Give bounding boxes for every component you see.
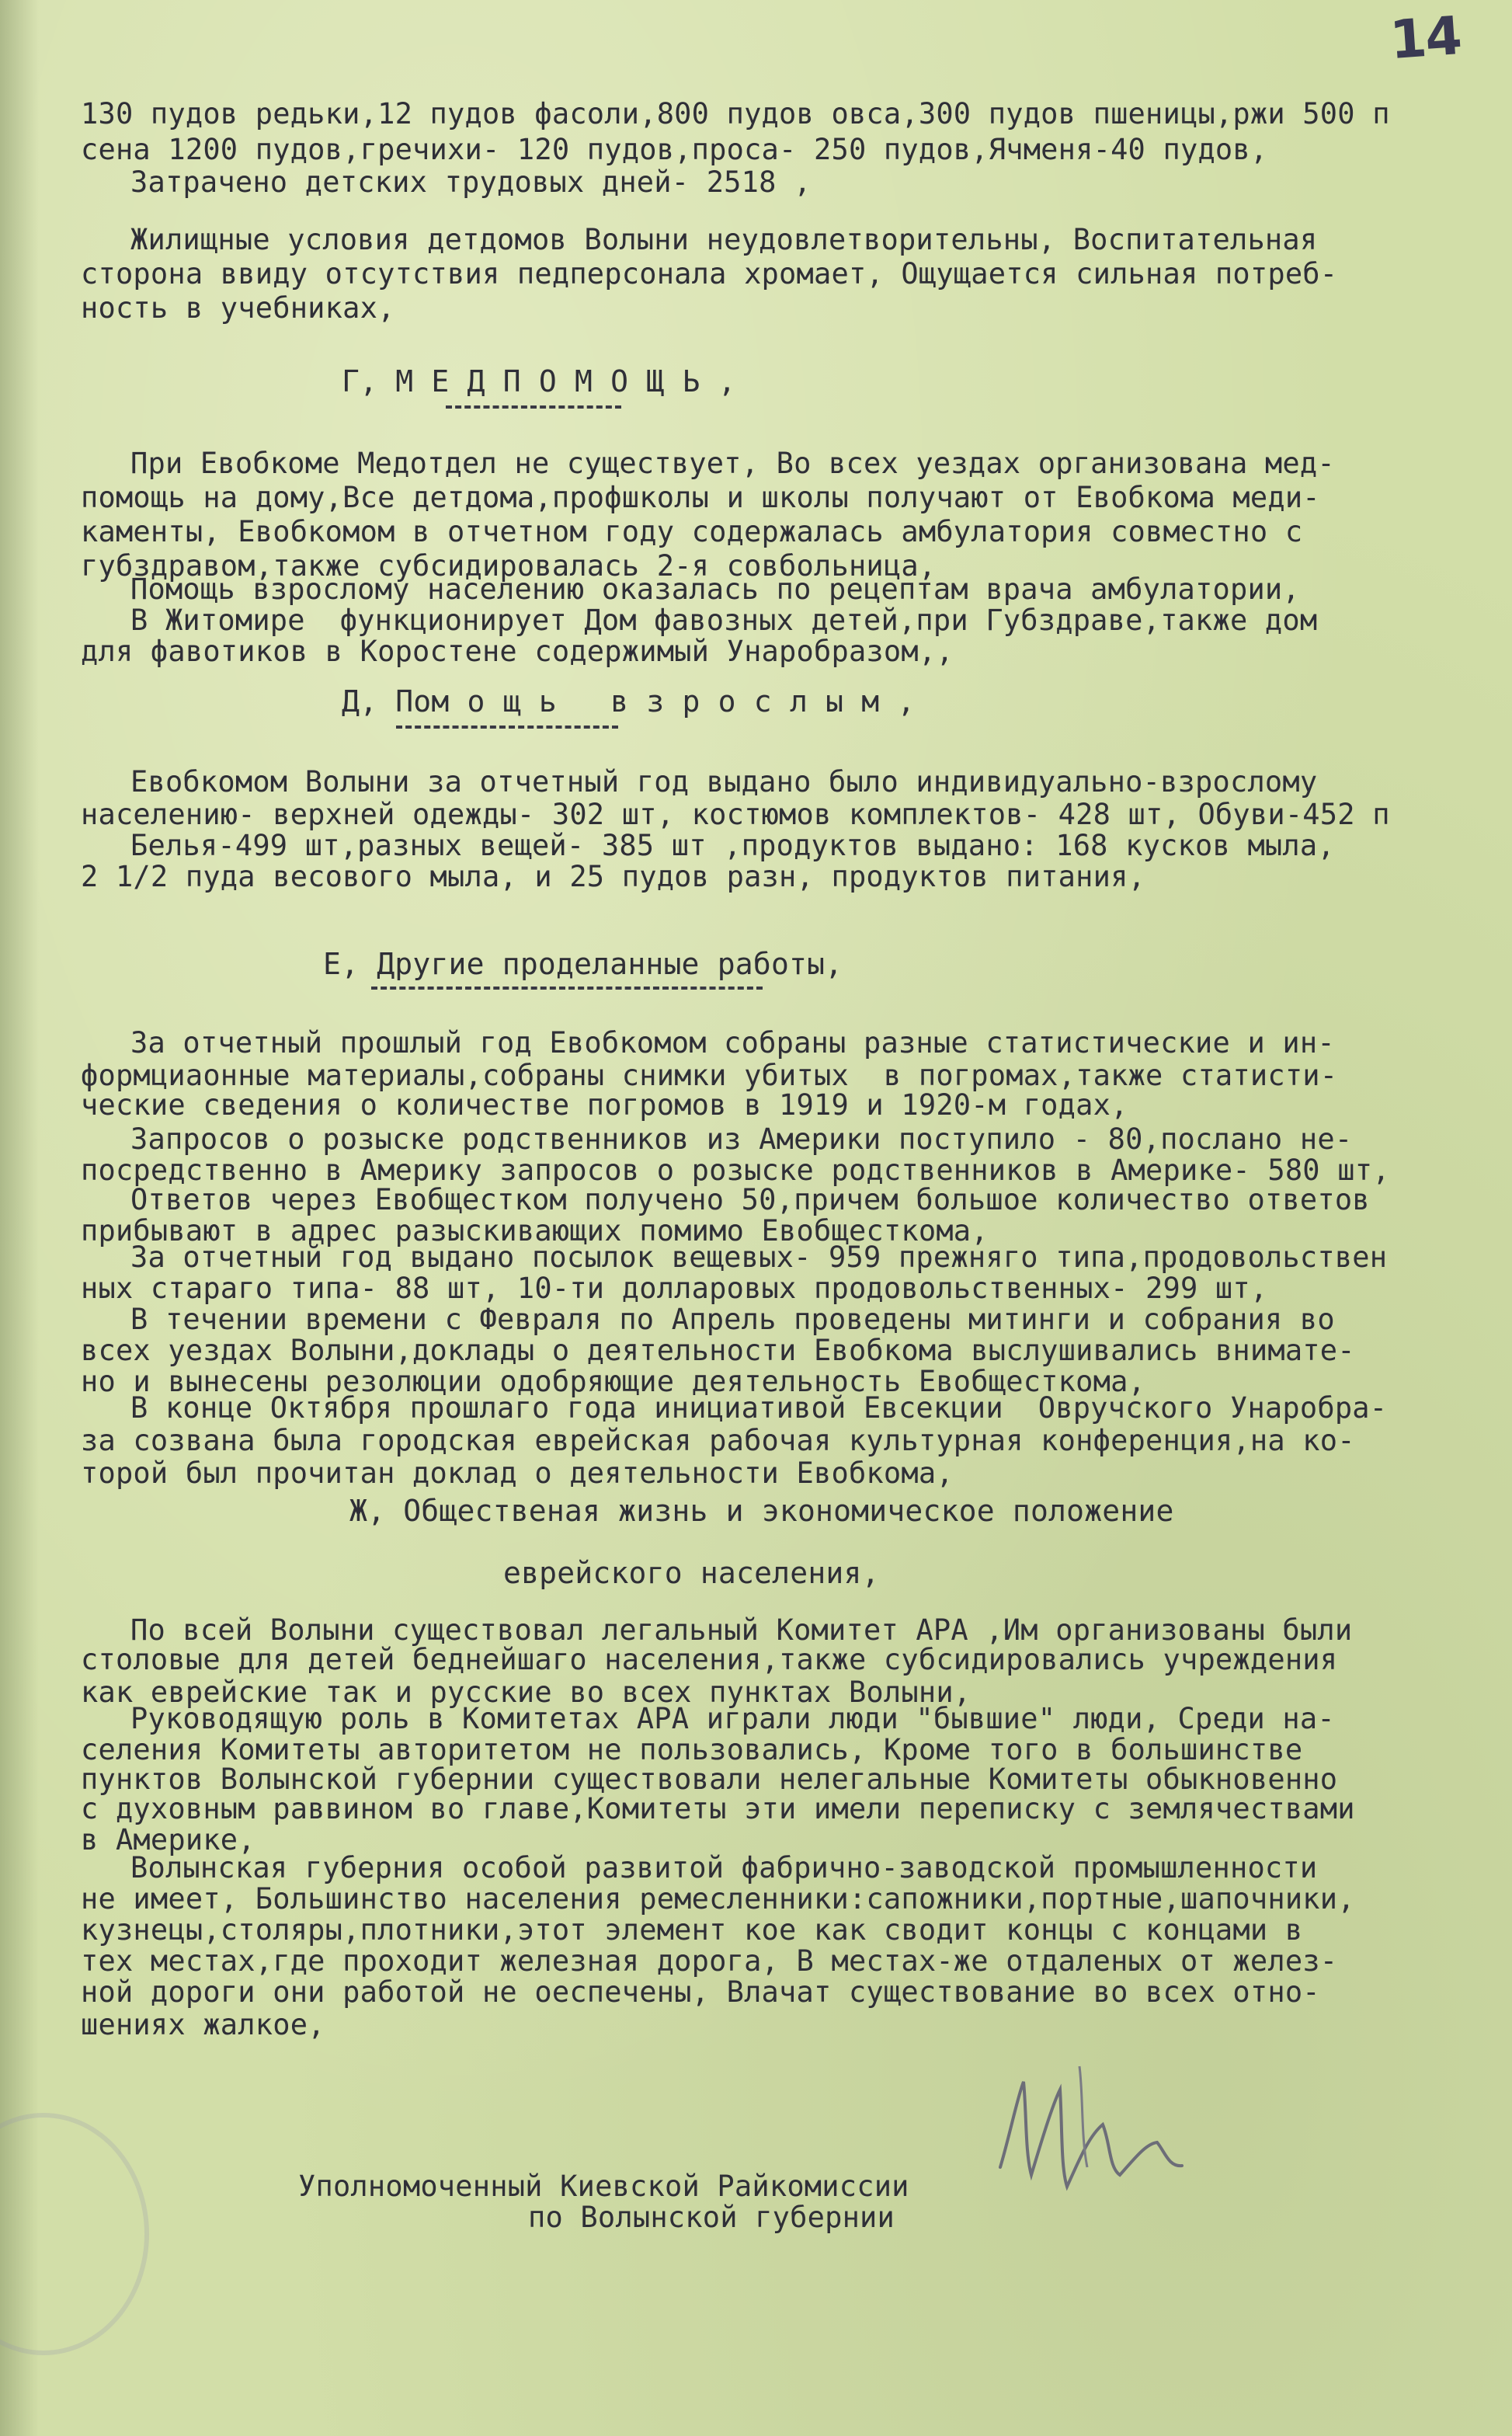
faded-stamp [0,2113,149,2355]
text-line: Ответов через Евобщестком получено 50,причем большое количество ответов [130,1183,1370,1216]
text-line: ческие сведения о количестве погромов в 1919 и 1920-м годах, [81,1088,1128,1122]
text-line: с духовным раввином во главе,Комитеты эти имели переписку с землячествами [81,1792,1355,1825]
text-line: сторона ввиду отсутствия педперсонала хромает, Ощущается сильная потреб- [81,257,1338,291]
text-line: Белья-499 шт,разных вещей- 385 шт ,продуктов выдано: 168 кусков мыла, [130,829,1335,862]
text-line: ных стараго типа- 88 шт, 10-ти долларовых продовольственных- 299 шт, [81,1272,1268,1305]
text-line: ность в учебниках, [81,291,395,325]
section-heading: Е, Другие проделанные работы, [323,947,843,981]
text-line: не имеет, Большинство населения ремесленники:сапожники,портные,шапочники, [81,1882,1355,1916]
heading-underline [371,987,763,990]
text-line: формциаонные материалы,собраны снимки убитых в погромах,также статисти- [81,1059,1338,1092]
text-line: сена 1200 пудов,гречихи- 120 пудов,проса- 250 пудов,Ячменя-40 пудов, [81,133,1268,166]
text-line: тех местах,где проходит железная дорога, В местах-же отдаленых от желез- [81,1944,1338,1978]
text-line: При Евобкоме Медотдел не существует, Во всех уездах организована мед- [130,447,1335,480]
text-line: губздравом,также субсидировалась 2-я совбольница, [81,549,937,583]
text-line: по Волынской губернии [528,2201,895,2234]
text-line: В Житомире функционирует Дом фавозных детей,при Губздраве,также дом [130,604,1318,637]
text-line: Затрачено детских трудовых дней- 2518 , [130,165,812,199]
text-line: помощь на дому,Все детдома,профшколы и школы получают от Евобкома меди- [81,481,1320,514]
text-line: но и вынесены резолюции одобряющие деятельность Евобщесткома, [81,1365,1146,1398]
text-line: населению- верхней одежды- 302 шт, костюмов комплектов- 428 шт, Обуви-452 п [81,798,1390,831]
text-line: пунктов Волынской губернии существовали нелегальные Комитеты обыкновенно [81,1763,1338,1796]
text-line: всех уездах Волыни,доклады о деятельности Евобкома выслушивались внимате- [81,1334,1355,1367]
section-heading: Ж, Общественая жизнь и экономическое положение [349,1494,1174,1528]
text-line: каменты, Евобкомом в отчетном году содержалась амбулатория совместно с [81,515,1303,548]
text-line: прибывают в адрес разыскивающих помимо Евобщесткома, [81,1214,989,1248]
text-line: селения Комитеты авторитетом не пользовались, Кроме того в большинстве [81,1733,1303,1766]
text-line: За отчетный прошлый год Евобкомом собраны разные статистические и ин- [130,1026,1335,1060]
text-line: столовые для детей беднейшаго населения,также субсидировались учреждения [81,1643,1338,1676]
text-line: Руководящую роль в Комитетах АРА играли люди "бывшие" люди, Среди на- [130,1702,1335,1735]
text-line: в Америке, [81,1823,255,1857]
heading-underline [446,405,621,409]
text-line: В конце Октября прошлаго года инициативой Евсекции Овручского Унаробра- [130,1391,1388,1425]
text-line: Волынская губерния особой развитой фабрично-заводской промышленности [130,1851,1318,1884]
text-line: Жилищные условия детдомов Волыни неудовлетворительны, Воспитательная [130,223,1318,256]
text-line: Запросов о розыске родственников из Америки поступило - 80,послано не- [130,1122,1353,1156]
section-heading: Г, М Е Д П О М О Щ Ь , [342,364,736,398]
page-number: 14 [1388,5,1463,72]
section-heading: еврейского населения, [503,1556,880,1590]
text-line: 2 1/2 пуда весового мыла, и 25 пудов разн, продуктов питания, [81,860,1146,893]
text-line: В течении времени с Февраля по Апрель проведены митинги и собрания во [130,1303,1335,1336]
text-line: для фавотиков в Коростене содержимый Унаробразом,, [81,635,954,668]
text-line: посредственно в Америку запросов о розыске родственников в Америке- 580 шт, [81,1154,1390,1187]
text-line: За отчетный год выдано посылок вещевых- 959 прежняго типа,продовольствен [130,1241,1388,1274]
text-line: Уполномоченный Киевской Райкомиссии [298,2170,909,2203]
text-line: 130 пудов редьки,12 пудов фасоли,800 пудов овса,300 пудов пшеницы,ржи 500 п [81,97,1390,130]
text-line: По всей Волыни существовал легальный Комитет АРА ,Им организованы были [130,1613,1353,1647]
text-line: ной дороги они работой не оеспечены, Влачат существование во всех отно- [81,1975,1320,2009]
text-line: шениях жалкое, [81,2008,325,2041]
section-heading: Д, Пом о щ ь в з р о с л ы м , [342,684,916,719]
text-line: торой был прочитан доклад о деятельности Евобкома, [81,1456,954,1490]
text-line: Евобкомом Волыни за отчетный год выдано было индивидуально-взрослому [130,765,1318,799]
text-line: как еврейские так и русские во всех пунктах Волыни, [81,1676,972,1709]
handwritten-signature [986,2051,1211,2222]
text-line: Помощь взрослому населению оказалась по рецептам врача амбулатории, [130,572,1300,606]
heading-underline [396,726,618,729]
text-line: за созвана была городская еврейская рабочая культурная конференция,на ко- [81,1424,1355,1457]
text-line: кузнецы,столяры,плотники,этот элемент кое как сводит концы с концами в [81,1913,1303,1947]
